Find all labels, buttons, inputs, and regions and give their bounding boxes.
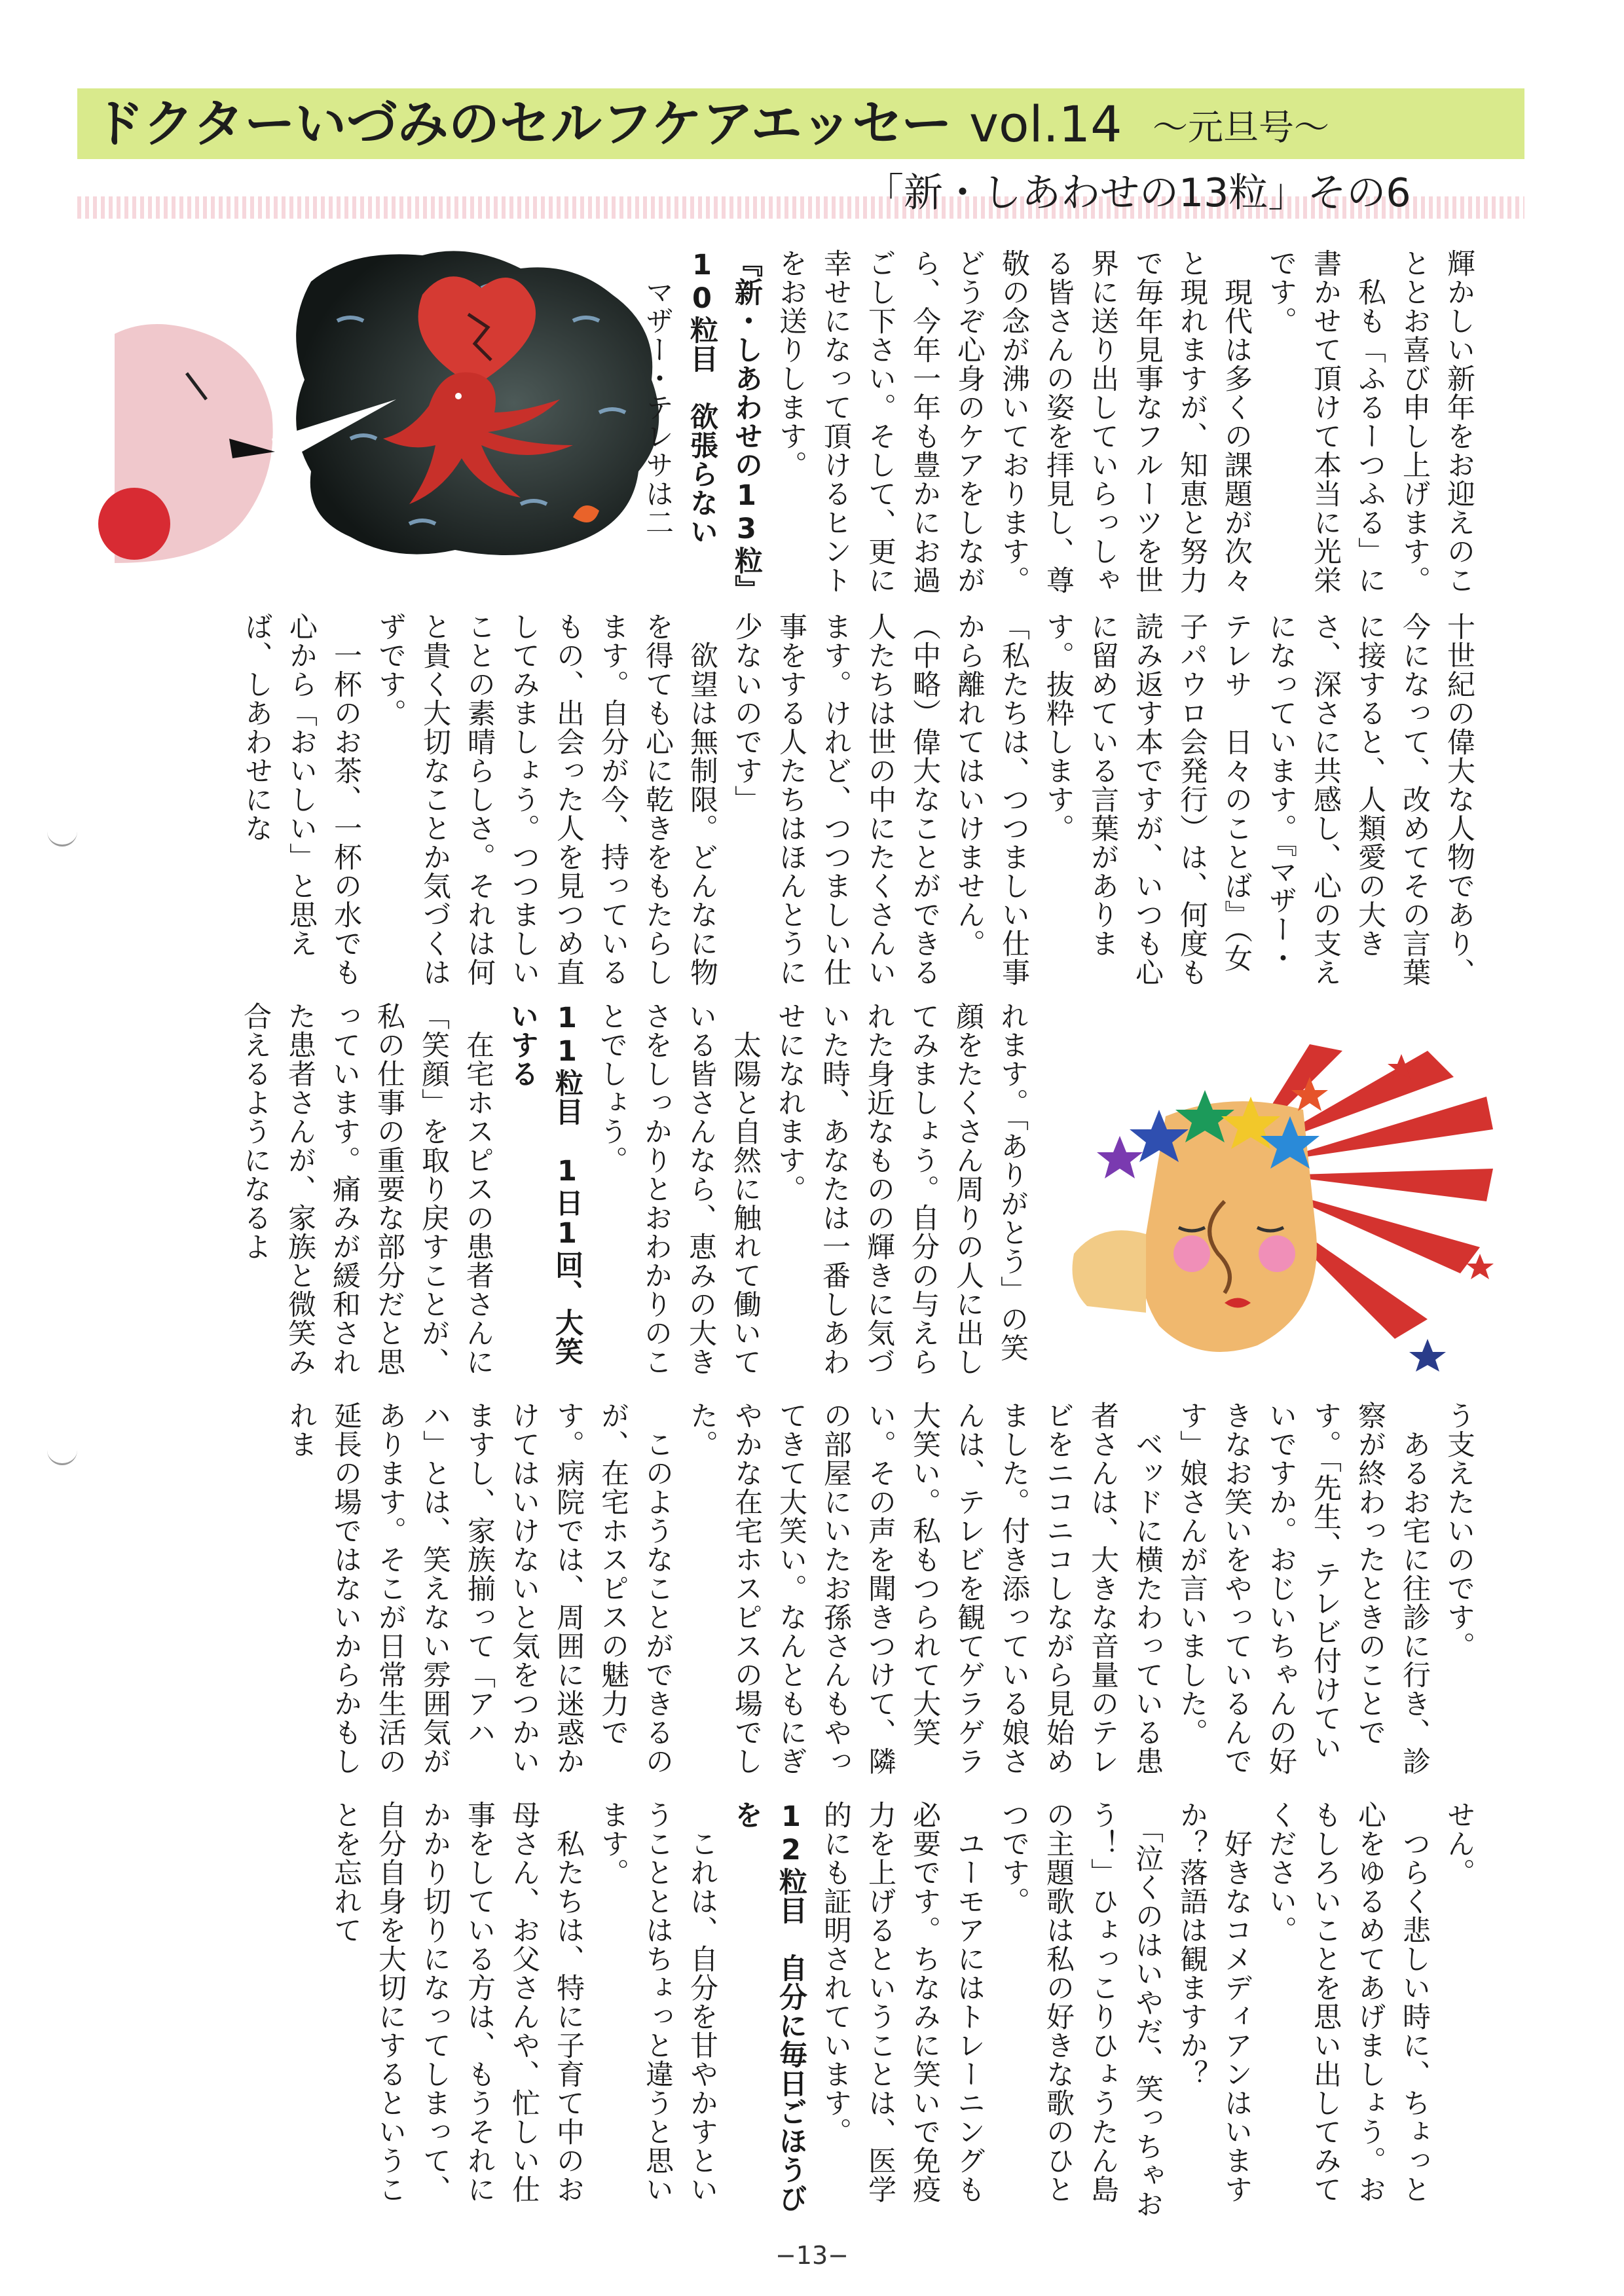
essay-paragraph: マザー・テレサは二: [641, 249, 674, 537]
essay-column-4: [105, 1800, 1481, 2226]
essay-subtitle: 「新・しあわせの13粒」その6: [864, 170, 1411, 216]
face-blowing-illustration: [115, 242, 678, 563]
essay-column-1b: [105, 612, 1481, 998]
page-number: −13−: [775, 2241, 849, 2270]
star-crown-illustration: [1061, 1038, 1500, 1372]
binder-hole-mark: [47, 831, 77, 847]
essay-paragraph: う支えたいのです。 あるお宅に往診に行き、診察が終わったときのことです。「先生、テレビ付けていいですか。おじいちゃんの好きなお笑いをやっているんです」娘さんが言いました。 ベッドに横たわっている患者さんは、大きな音量のテレビをニコニコしながら見始めました。付き添っている娘さんは、テレビを観てゲラゲラ大笑い。私もつられて大笑い。その声を聞きつけて、隣の部屋にいたお孫さんもやってきて大笑い。なんともにぎやかな在宅ホスピスの場でした。 このようなことができるのが、在宅ホスピスの魅力です。病院では、周囲に迷惑かけてはいけないと気をつかいますし、家族揃って「アハハ」とは、笑えない雰囲気があります。そこが日常生活の延長の場ではないからかもしれま: [285, 1401, 1475, 1776]
binder-hole-mark: [47, 1450, 77, 1465]
page-title: ドクターいづみのセルフケアエッセー: [93, 95, 952, 154]
essay-paragraph: 十世紀の偉大な人物であり、今になって、改めてその言葉に接すると、人類愛の大きさ、深さに共感し、心の支えになっています。『マザー・テレサ 日々のことば』（女子パウロ会発行）は、何度も読み返す本ですが、いつも心に留めている言葉があります。抜粋します。 「私たちは、つつましい仕事から離れてはいけません。（中略）偉大なことができる人たちは世の中にたくさんいます。けれど、つつましい仕事をする人たちはほんとうに少ないのです」 欲望は無制限。どんなに物を得ても心に乾きをもたらします。自分が今、持っているもの、出会った人を見つめ直してみましょう。つつましいことの素晴らしさ。それは何と貴く大切なことか気づくはずです。 一杯のお茶、一杯の水でも心から「おいしい」と思えば、しあわせにな: [240, 612, 1475, 987]
essay-paragraph: 輝かしい新年をお迎えのこととお喜び申し上げます。 私も「ふるーつふる」に書かせて頂けて本当に光栄です。 現代は多くの課題が次々と現れますが、知恵と努力で毎年見事なフルーツを世界に送り出していらっしゃる皆さんの姿を拝見し、尊敬の念が沸いております。どうぞ心身のケアをしながら、今年一年も豊かにお過ごし下さい。そして、更に幸せになって頂けるヒントをお送りします。: [775, 249, 1475, 594]
issue-label: 〜元旦号〜: [1153, 107, 1329, 148]
essay-column-2: [239, 1002, 1035, 1388]
essay-paragraph: 在宅ホスピスの患者さんに「笑顔」を取り戻すことが、私の仕事の重要な部分だと思っています。痛みが緩和された患者さんが、家族と微笑み合えるようになるよ: [239, 1002, 494, 1376]
section-heading-12: 12粒目 自分に毎日ごほうびを: [730, 1800, 807, 2213]
section-heading-11: 11粒目 1日1回、大笑いする: [506, 1002, 583, 1366]
essay-column-3: [105, 1401, 1481, 1781]
section-heading-10: 『新・しあわせの13粒』 10粒目 欲張らない: [686, 249, 763, 604]
essay-paragraph: せん。 つらく悲しい時に、ちょっと心をゆるめてあげましょう。おもしろいことを思い出してみてください。 好きなコメディアンはいますか？落語は観ますか？ 「泣くのはいやだ、笑っちゃおう！」ひょっこりひょうたん島の主題歌は私の好きな歌のひとつです。 ユーモアにはトレーニングも必要です。ちなみに笑いで免疫力を上げるということは、医学的にも証明されています。: [819, 1800, 1475, 2219]
essay-column-1a: [641, 249, 1481, 606]
essay-paragraph: れます。「ありがとう」の笑顔をたくさん周りの人に出してみましょう。自分の与えられた身近なものの輝きに気づいた時、あなたは一番しあわせになれます。 太陽と自然に触れて働いている皆さんなら、恵みの大きさをしっかりとおわかりのことでしょう。: [595, 1002, 1029, 1376]
essay-paragraph: これは、自分を甘やかすということとはちょっと違うと思います。 私たちは、特に子育て中のお母さん、お父さんや、忙しい仕事をしている方は、もうそれにかかり切りになってしまって、自分自身を大切にするということを忘れて: [329, 1800, 718, 2204]
volume-label: vol.14: [969, 95, 1122, 153]
